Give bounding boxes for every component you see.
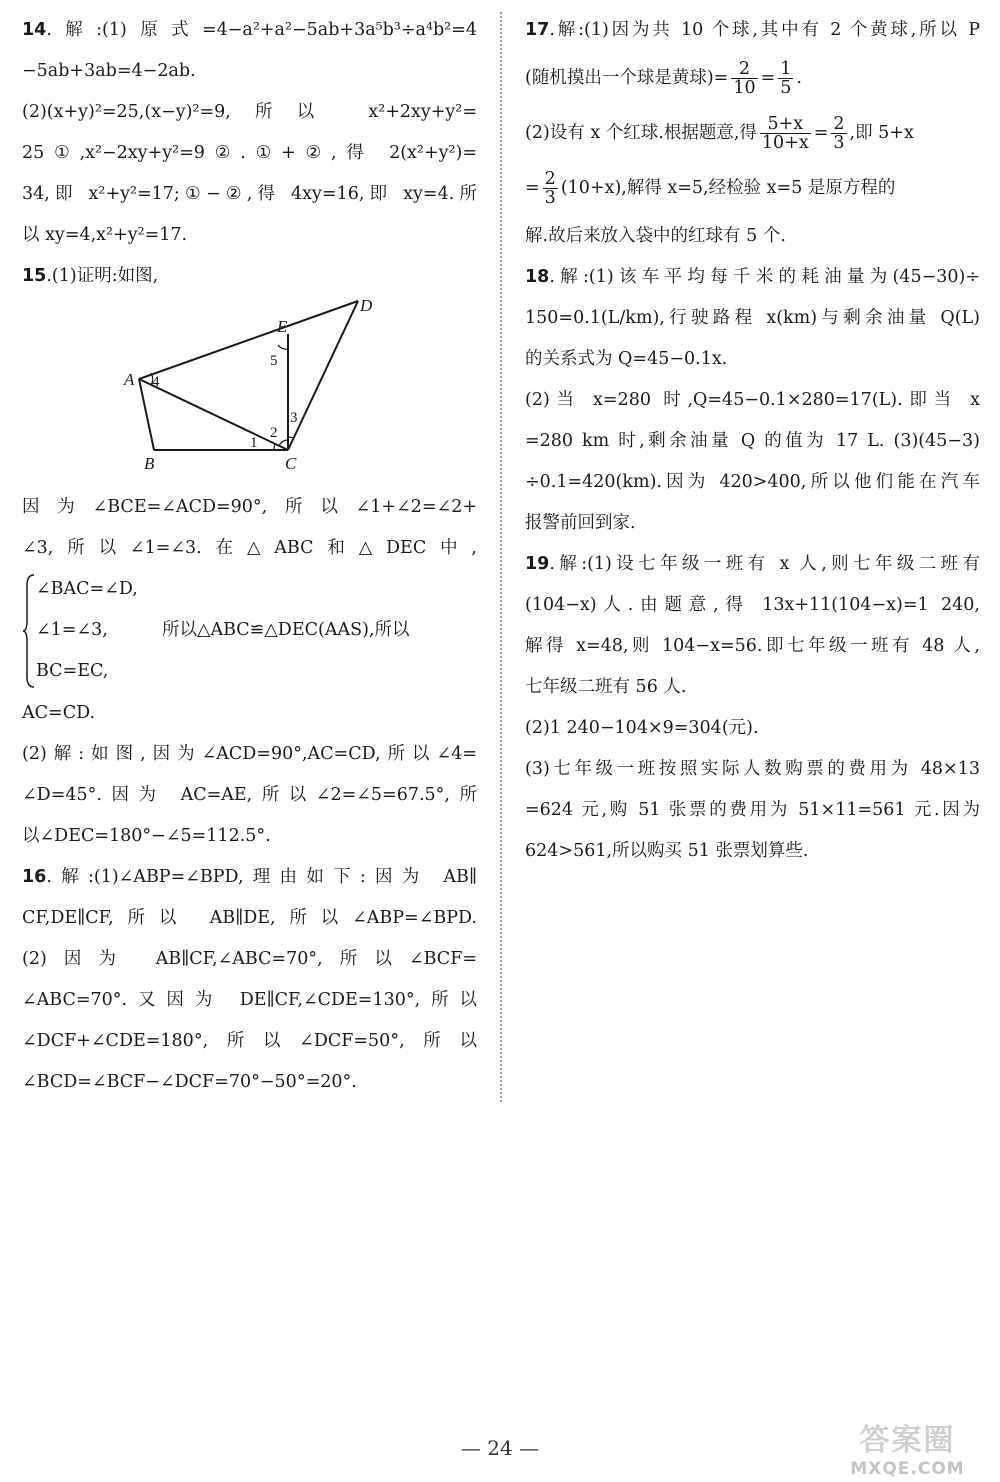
fraction-5x-10x: $\frac{5+x}{10+x}$: [761, 113, 809, 153]
q17-line-5: 解.故后来放入袋中的红球有 5 个.: [525, 226, 786, 246]
q18-line-2: 150=0.1(L/km),行驶路程 x(km)与剩余油量 Q(L): [525, 308, 980, 328]
label-B: B: [144, 454, 155, 473]
label-A: A: [124, 370, 135, 389]
q18-line-7: 报警前回到家.: [525, 513, 636, 533]
fraction-1-5: $\frac{1}{5}$: [780, 58, 792, 98]
segment-AC: [139, 379, 288, 450]
q18-line-3: 的关系式为 Q=45−0.1x.: [525, 349, 728, 369]
column-divider: [500, 12, 502, 1102]
page-number: — 24 —: [460, 1436, 540, 1460]
label-D: D: [360, 297, 373, 315]
q17-line-1: 17.解:(1)因为共 10 个球,其中有 2 个黄球,所以 P: [525, 20, 980, 40]
brace-condition-3: BC=EC,: [36, 661, 109, 681]
q19-line-3: 解得 x=48,则 104−x=56.即七年级一班有 48 人,: [525, 636, 980, 656]
q15-line-3: ∠3,所以∠1=∠3.在△ABC和△DEC中,: [22, 538, 477, 558]
question-16: [22, 857, 477, 1103]
segment-AD: [139, 301, 358, 379]
right-column: [525, 10, 980, 872]
label-angle-1: 1: [250, 435, 258, 451]
question-15: [22, 256, 477, 857]
geometry-diagram: [122, 297, 412, 477]
q19-line-5: (2)1 240−104×9=304(元).: [525, 718, 759, 738]
q18-line-1: 18.解:(1)该车平均每千米的耗油量为(45−30)÷: [525, 267, 980, 287]
q14-line-5: 34,即 x²+y²=17;①−②,得 4xy=16,即 xy=4.所: [22, 184, 477, 204]
label-angle-4: 4: [152, 374, 160, 390]
q14-line-4: 25①,x²−2xy+y²=9②.①+②,得 2(x²+y²)=: [22, 143, 477, 163]
q19-line-7: =624 元,购 51 张票的费用为 51×11=561 元.因为: [525, 800, 980, 820]
q16-line-3: (2)因为 AB∥CF,∠ABC=70°,所以∠BCF=: [22, 949, 477, 969]
angle-2-arc: [279, 440, 288, 446]
q14-line-6: 以 xy=4,x²+y²=17.: [22, 225, 188, 245]
q14-line-1: 14.解:(1)原式=4−a²+a²−5ab+3a⁵b³÷a⁴b²=4: [22, 20, 477, 40]
q15-number: 15: [22, 266, 47, 286]
brace-condition-2: ∠1=∠3,: [36, 620, 108, 640]
label-C: C: [285, 454, 297, 473]
question-17: [525, 10, 980, 257]
geometry-figure: [22, 297, 477, 487]
q15-line-4: AC=CD.: [22, 703, 96, 723]
q15-line-7: 以∠DEC=180°−∠5=112.5°.: [22, 826, 271, 846]
q19-number: 19: [525, 554, 550, 574]
q16-line-5: ∠DCF+∠CDE=180°,所以∠DCF=50°,所以: [22, 1031, 477, 1051]
q19-line-2: (104−x)人.由题意,得 13x+11(104−x)=1 240,: [525, 595, 980, 615]
q15-brace-system: [22, 569, 477, 693]
q16-line-6: ∠BCD=∠BCF−∠DCF=70°−50°=20°.: [22, 1072, 357, 1092]
q14-line-3: (2)(x+y)²=25,(x−y)²=9,所以 x²+2xy+y²=: [22, 102, 477, 122]
fraction-2-3: $\frac{2}{3}$: [833, 113, 845, 153]
segment-DC: [288, 301, 358, 450]
question-14: [22, 10, 477, 256]
q19-line-8: 624>561,所以购买 51 张票划算些.: [525, 841, 809, 861]
angle-5-arc: [278, 345, 288, 349]
fraction-2-3-b: $\frac{2}{3}$: [544, 168, 556, 208]
q18-line-5: =280 km 时,剩余油量 Q 的值为 17 L. (3)(45−3): [525, 431, 980, 451]
q14-number: 14: [22, 20, 47, 40]
q15-line-6: ∠D=45°.因为 AC=AE,所以∠2=∠5=67.5°,所: [22, 785, 477, 805]
q16-line-4: ∠ABC=70°.又因为 DE∥CF,∠CDE=130°,所以: [22, 990, 477, 1010]
watermark-logo: 答案圈 MXQE.COM: [850, 1423, 965, 1479]
q17-line-2: (随机摸出一个球是黄球)= $\frac{2}{10}$ = $\frac{1}{5}$ .: [525, 58, 802, 98]
label-angle-2: 2: [270, 425, 278, 441]
q16-number: 16: [22, 867, 47, 887]
question-18: [525, 257, 980, 544]
q17-line-3: (2)设有 x 个红球.根据题意,得 $\frac{5+x}{10+x}$ = $\frac{2}{3}$ ,即 5+x: [525, 113, 914, 153]
q18-line-6: ÷0.1=420(km).因为 420>400,所以他们能在汽车: [525, 472, 980, 492]
q19-line-4: 七年级二班有 56 人.: [525, 677, 687, 697]
q18-line-4: (2)当 x=280 时,Q=45−0.1×280=17(L).即当 x: [525, 390, 980, 410]
q18-number: 18: [525, 267, 550, 287]
fraction-2-10: $\frac{2}{10}$: [733, 58, 756, 98]
left-column: [22, 10, 477, 1103]
q15-line-2: 因为∠BCE=∠ACD=90°,所以∠1+∠2=∠2+: [22, 497, 477, 517]
q19-line-6: (3)七年级一班按照实际人数购票的费用为 48×13: [525, 759, 980, 779]
q16-line-2: CF,DE∥CF,所以 AB∥DE,所以∠ABP=∠BPD.: [22, 908, 477, 928]
q14-line-2: −5ab+3ab=4−2ab.: [22, 61, 196, 81]
label-E: E: [277, 317, 288, 336]
q17-line-4: = $\frac{2}{3}$ (10+x),解得 x=5,经检验 x=5 是原方程的: [525, 168, 896, 208]
label-angle-3: 3: [290, 410, 298, 426]
q19-line-1: 19.解:(1)设七年级一班有 x 人,则七年级二班有: [525, 554, 980, 574]
brace-conclusion: 所以△ABC≌△DEC(AAS),所以: [162, 620, 410, 640]
q15-line-5: (2)解:如图,因为∠ACD=90°,AC=CD,所以∠4=: [22, 744, 477, 764]
q16-line-1: 16.解:(1)∠ABP=∠BPD,理由如下:因为 AB∥: [22, 867, 477, 887]
label-angle-5: 5: [270, 353, 278, 369]
q17-number: 17: [525, 20, 550, 40]
brace-condition-1: ∠BAC=∠D,: [36, 579, 138, 599]
q15-line-1: 15.(1)证明:如图,: [22, 266, 159, 286]
question-19: [525, 544, 980, 872]
left-brace: [22, 571, 36, 691]
